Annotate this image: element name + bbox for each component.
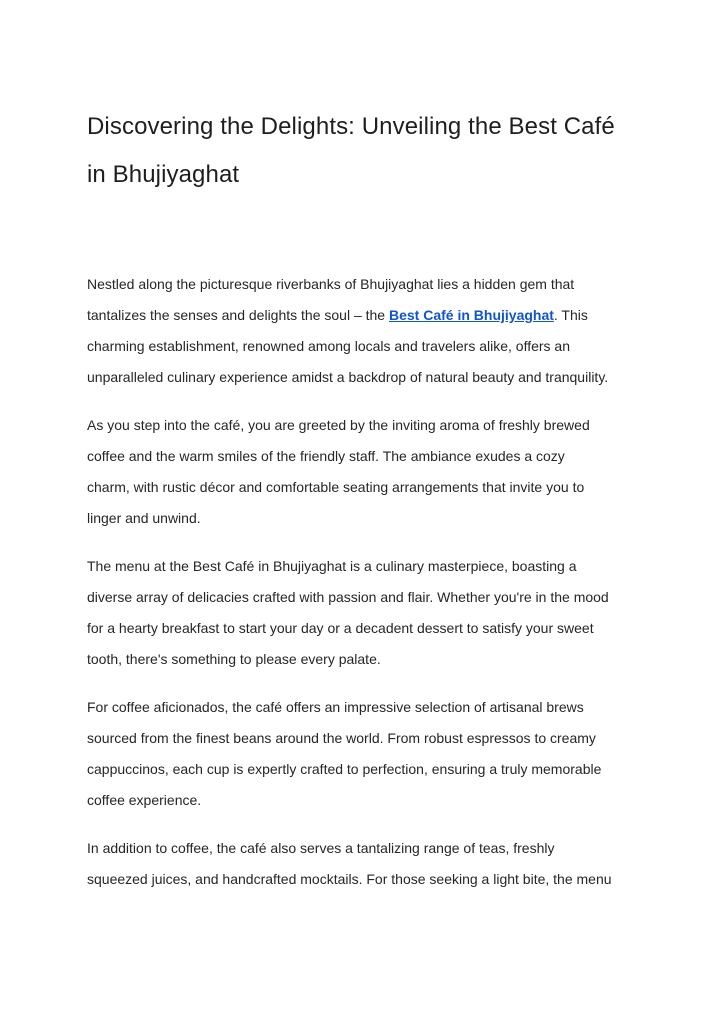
text-line: The menu at the Best Café in Bhujiyaghat is a culinary masterpiece, boasting a xyxy=(87,558,577,574)
title-line: in Bhujiyaghat xyxy=(87,161,240,188)
paragraph-intro xyxy=(87,269,647,393)
paragraph-ambiance xyxy=(87,410,647,534)
text-line: linger and unwind. xyxy=(87,510,201,526)
text-line: charming establishment, renowned among locals and travelers alike, offers an xyxy=(87,338,570,354)
title-line: Discovering the Delights: Unveiling the Best Café xyxy=(87,113,615,140)
text-line: In addition to coffee, the café also serves a tantalizing range of teas, freshly xyxy=(87,840,555,856)
text-line: coffee and the warm smiles of the friendly staff. The ambiance exudes a cozy xyxy=(87,448,565,464)
best-cafe-link[interactable]: Best Café in Bhujiyaghat xyxy=(388,307,554,323)
page-title xyxy=(87,103,647,199)
text-fragment: . This xyxy=(553,307,588,323)
text-line: cappuccinos, each cup is expertly crafted to perfection, ensuring a truly memorable xyxy=(87,761,602,777)
text-line: As you step into the café, you are greeted by the inviting aroma of freshly brewed xyxy=(87,417,590,433)
text-line: for a hearty breakfast to start your day or a decadent dessert to satisfy your sweet xyxy=(87,620,594,636)
text-fragment: tantalizes the senses and delights the soul – the xyxy=(87,307,389,323)
article-body xyxy=(87,269,647,912)
paragraph-coffee xyxy=(87,692,647,816)
text-line: diverse array of delicacies crafted with passion and flair. Whether you're in the mood xyxy=(87,589,609,605)
text-line: sourced from the finest beans around the world. From robust espressos to creamy xyxy=(87,730,596,746)
text-line: squeezed juices, and handcrafted mocktails. For those seeking a light bite, the menu xyxy=(87,871,612,887)
text-line: unparalleled culinary experience amidst a backdrop of natural beauty and tranquility. xyxy=(87,369,609,385)
text-line: charm, with rustic décor and comfortable seating arrangements that invite you to xyxy=(87,479,585,495)
text-line xyxy=(87,300,647,331)
paragraph-beverages xyxy=(87,833,647,895)
text-line: For coffee aficionados, the café offers an impressive selection of artisanal brews xyxy=(87,699,584,715)
text-line: tooth, there's something to please every palate. xyxy=(87,651,381,667)
paragraph-menu xyxy=(87,551,647,675)
text-line: coffee experience. xyxy=(87,792,202,808)
text-line: Nestled along the picturesque riverbanks of Bhujiyaghat lies a hidden gem that xyxy=(87,276,575,292)
